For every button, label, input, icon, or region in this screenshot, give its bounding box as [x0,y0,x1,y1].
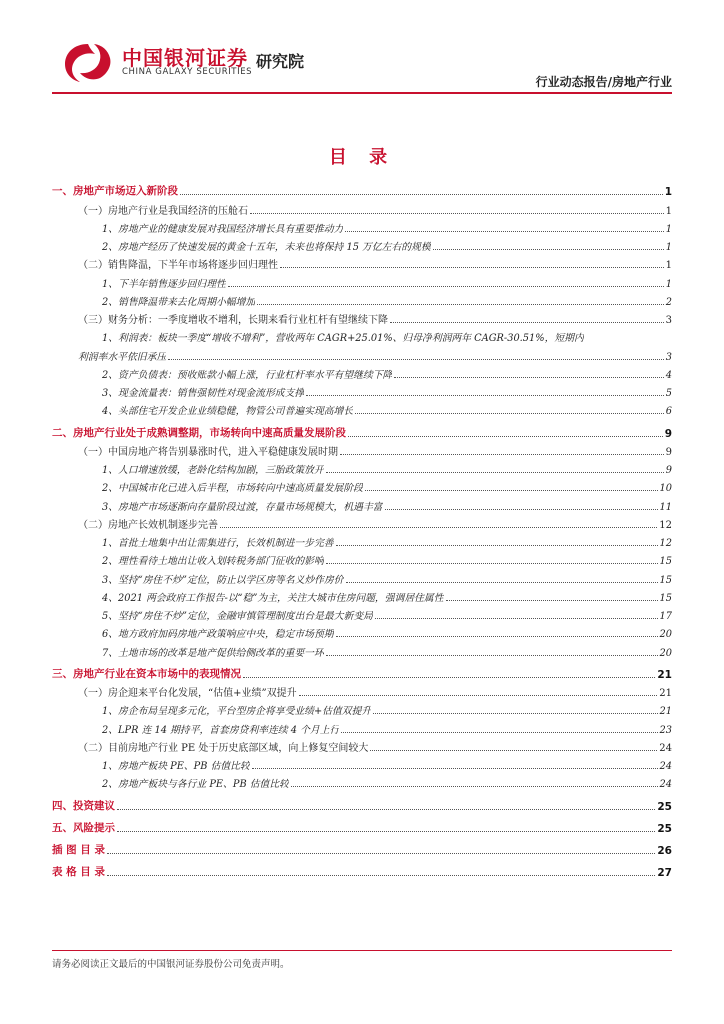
toc-page-number: 1 [665,242,672,253]
toc-page-number: 2 [665,296,672,308]
toc-page-number: 20 [659,629,672,641]
toc-entry-text: 4、头部住宅开发企业业绩稳健，物管公司普遍实现高增长 [102,406,354,418]
toc-entry[interactable] [52,235,672,253]
footer-disclaimer: 请务必阅读正文最后的中国银河证券股份公司免责声明。 [52,959,290,970]
toc-leader-dots [390,322,664,323]
toc-entry-text: 3、房地产市场逐渐向存量阶段过渡，存量市场规模大，机遇丰富 [102,501,383,513]
toc-leader-dots [345,231,663,232]
toc-leader-dots [117,809,655,810]
toc-leader-dots [243,677,655,678]
brand-name-en: CHINA GALAXY SECURITIES [122,67,253,77]
toc-entry-text: 3、现金流量表：销售强韧性对现金流形成支撑 [102,388,305,399]
toc-page-number: 15 [659,592,672,604]
toc-section[interactable] [52,513,672,531]
toc-entry-text: 7、土地市场的改革是地产促供给侧改革的重要一环 [102,647,324,659]
toc-page-number: 11 [659,501,672,513]
toc-entry-text: 表 格 目 录 [52,866,105,879]
toc-entry[interactable] [52,217,672,235]
toc-page-number: 20 [659,647,672,659]
toc-entry-text: 2、房地产经历了快速发展的黄金十五年，未来也将保持 15 万亿左右的规模 [102,242,431,253]
toc-entry-text: 2、销售降温带来去化周期小幅增加 [102,296,256,308]
toc-leader-dots [252,768,658,769]
toc-leader-dots [228,286,664,287]
toc-entry[interactable] [52,586,672,604]
toc-page-number: 5 [665,388,672,399]
toc-leader-dots [299,695,658,696]
toc-page-number: 24 [659,742,672,754]
toc-entry[interactable] [52,772,672,790]
toc-page-number: 1 [665,205,672,217]
toc-entry-text: 利润率水平依旧承压 [78,351,167,363]
toc-page-number: 24 [659,761,672,772]
toc-chapter[interactable] [52,817,672,835]
table-of-contents [52,180,672,879]
toc-entry-text: （二）房地产长效机制逐步完善 [78,519,218,531]
toc-entry-text: 2、房地产板块与各行业 PE、PB 估值比较 [102,779,289,791]
toc-entry[interactable] [52,326,672,344]
toc-chapter[interactable] [52,794,672,812]
toc-entry[interactable] [52,494,672,512]
toc-page-number: 12 [659,519,672,531]
toc-section[interactable] [52,681,672,699]
toc-leader-dots [107,853,655,854]
toc-leader-dots [340,454,664,455]
toc-entry-text: 插 图 目 录 [52,844,105,856]
toc-chapter[interactable] [52,663,672,681]
toc-entry-text: 6、地方政府加码房地产政策响应中央，稳定市场预期 [102,629,334,641]
toc-entry-text: 3、坚持“房住不炒”定位，防止以学区房等名义炒作房价 [102,574,344,586]
toc-leader-dots [280,267,664,268]
toc-entry[interactable] [52,699,672,717]
toc-entry-text: 2、理性看待土地出让收入划转税务部门征收的影响 [102,556,324,568]
toc-leader-dots [394,377,663,378]
toc-leader-dots [326,655,658,656]
brand-name-cn: 中国银河证券 [122,46,248,70]
toc-leader-dots [336,545,658,546]
toc-entry[interactable] [52,399,672,417]
toc-leader-dots [446,600,658,601]
header-divider [52,92,672,94]
toc-page-number: 10 [659,483,672,495]
toc-entry-text: （一）房企迎来平台化发展，“估值+业绩”双提升 [78,688,297,699]
toc-leader-dots [250,213,664,214]
toc-leader-dots [336,636,658,637]
toc-section[interactable] [52,736,672,754]
toc-section[interactable] [52,308,672,326]
toc-leader-dots [220,527,657,528]
toc-entry[interactable] [52,531,672,549]
department-label: 研究院 [256,52,305,71]
toc-page-number: 15 [659,574,672,586]
toc-leader-dots [326,563,658,564]
toc-entry-text: 4、2021 两会政府工作报告-以“稳”为主，关注大城市住房问题，强调居住属性 [102,592,444,604]
toc-section[interactable] [52,440,672,458]
toc-chapter[interactable] [52,180,672,198]
toc-entry-text: 一、房地产市场迈入新阶段 [52,185,178,198]
toc-page-number: 15 [659,556,672,568]
toc-entry-text: 2、中国城市化已进入后半程，市场转向中速高质量发展阶段 [102,483,363,495]
toc-leader-dots [326,472,664,473]
toc-entry-text: 2、资产负债表：预收账款小幅上涨，行业杠杆率水平有望继续下降 [102,369,393,381]
toc-entry[interactable] [52,717,672,735]
toc-entry-continuation[interactable] [52,344,672,362]
toc-entry[interactable] [52,363,672,381]
toc-page-number: 9 [664,427,672,440]
toc-entry-text: 5、坚持“房住不炒”定位，金融审慎管理制度出台是最大新变局 [102,611,373,622]
toc-leader-dots [107,875,655,876]
toc-entry-text: 1、房地产板块 PE、PB 估值比较 [102,761,250,772]
toc-chapter[interactable] [52,839,672,857]
toc-page-number: 1 [665,260,672,272]
toc-leader-dots [365,490,658,491]
toc-entry[interactable] [52,754,672,772]
toc-page-number: 25 [657,822,672,835]
toc-entry-text: 1、利润表：板块一季度“增收不增利”，营收两年 CAGR+25.01%、归母净利润两年 CAGR-30.51%，短期内 [102,333,584,345]
toc-page-number: 12 [659,538,672,549]
toc-entry[interactable] [52,476,672,494]
toc-entry-text: （一）中国房地产将告别暴涨时代，进入平稳健康发展时期 [78,446,338,458]
toc-page-number: 3 [665,351,672,363]
toc-section[interactable] [52,253,672,271]
toc-page-number: 9 [665,446,672,458]
toc-entry[interactable] [52,604,672,622]
toc-chapter[interactable] [52,861,672,879]
toc-entry-text: 三、房地产行业在资本市场中的表现情况 [52,667,241,680]
toc-entry-text: 2、LPR 连 14 期持平，首套房贷利率连续 4 个月上行 [102,724,340,736]
toc-page-number: 21 [659,688,672,699]
footer-divider [52,950,672,951]
toc-page-number: 23 [659,724,672,736]
toc-entry-text: 1、下半年销售逐步回归理性 [102,278,226,290]
toc-entry-text: 1、房企布局呈现多元化，平台型房企将享受业绩+估值双提升 [102,706,372,718]
toc-leader-dots [385,509,658,510]
toc-entry[interactable] [52,290,672,308]
toc-entry[interactable] [52,622,672,640]
toc-entry-text: 1、房地产业的健康发展对我国经济增长具有重要推动力 [102,223,344,235]
toc-entry[interactable] [52,458,672,476]
toc-leader-dots [375,618,658,619]
toc-page-number: 17 [659,611,672,622]
toc-page-number: 25 [657,800,672,813]
galaxy-logo-icon [62,40,114,84]
toc-entry-text: （二）销售降温，下半年市场将逐步回归理性 [78,260,278,272]
toc-leader-dots [180,194,663,195]
toc-page-number: 27 [657,867,672,880]
toc-page-number: 21 [659,706,672,718]
toc-leader-dots [373,713,657,714]
toc-page-number: 1 [665,278,672,290]
toc-entry-text: 1、人口增速放缓，老龄化结构加剧，三胎政策放开 [102,465,324,476]
toc-leader-dots [348,436,663,437]
toc-entry-text: （一）房地产行业是我国经济的压舱石 [78,205,248,217]
toc-page-number: 9 [665,465,672,476]
toc-chapter[interactable] [52,421,672,439]
toc-entry[interactable] [52,567,672,585]
toc-page-number: 4 [665,369,672,381]
toc-entry-text: （三）财务分析：一季度增收不增利，长期来看行业杠杆有望继续下降 [78,315,388,326]
toc-page-number: 21 [657,668,672,681]
toc-entry[interactable] [52,640,672,658]
report-type-label: 行业动态报告/房地产行业 [535,75,672,89]
toc-entry-text: 五、风险提示 [52,821,115,834]
toc-entry-text: （二）目前房地产行业 PE 处于历史底部区域，向上修复空间较大 [78,742,369,754]
page-header [0,0,724,100]
toc-entry[interactable] [52,271,672,289]
toc-entry-text: 四、投资建议 [52,799,115,812]
toc-page-number: 24 [659,779,672,791]
toc-entry-text: 1、首批土地集中出让需集进行，长效机制进一步完善 [102,538,334,549]
toc-leader-dots [291,786,658,787]
toc-leader-dots [257,304,664,305]
toc-leader-dots [117,831,655,832]
toc-page-number: 6 [665,406,672,418]
toc-leader-dots [346,582,658,583]
toc-entry-text: 二、房地产行业处于成熟调整期，市场转向中速高质量发展阶段 [52,426,346,439]
toc-section[interactable] [52,198,672,216]
toc-leader-dots [370,750,657,751]
toc-page-number: 1 [664,186,672,199]
toc-leader-dots [433,249,664,250]
toc-leader-dots [306,395,664,396]
toc-leader-dots [168,359,664,360]
toc-entry[interactable] [52,381,672,399]
toc-page-number: 1 [665,223,672,235]
toc-leader-dots [341,732,657,733]
toc-page-number: 3 [665,315,672,326]
toc-page-number: 26 [657,845,672,857]
toc-entry[interactable] [52,549,672,567]
toc-title: 目 录 [328,147,396,168]
toc-leader-dots [355,413,664,414]
